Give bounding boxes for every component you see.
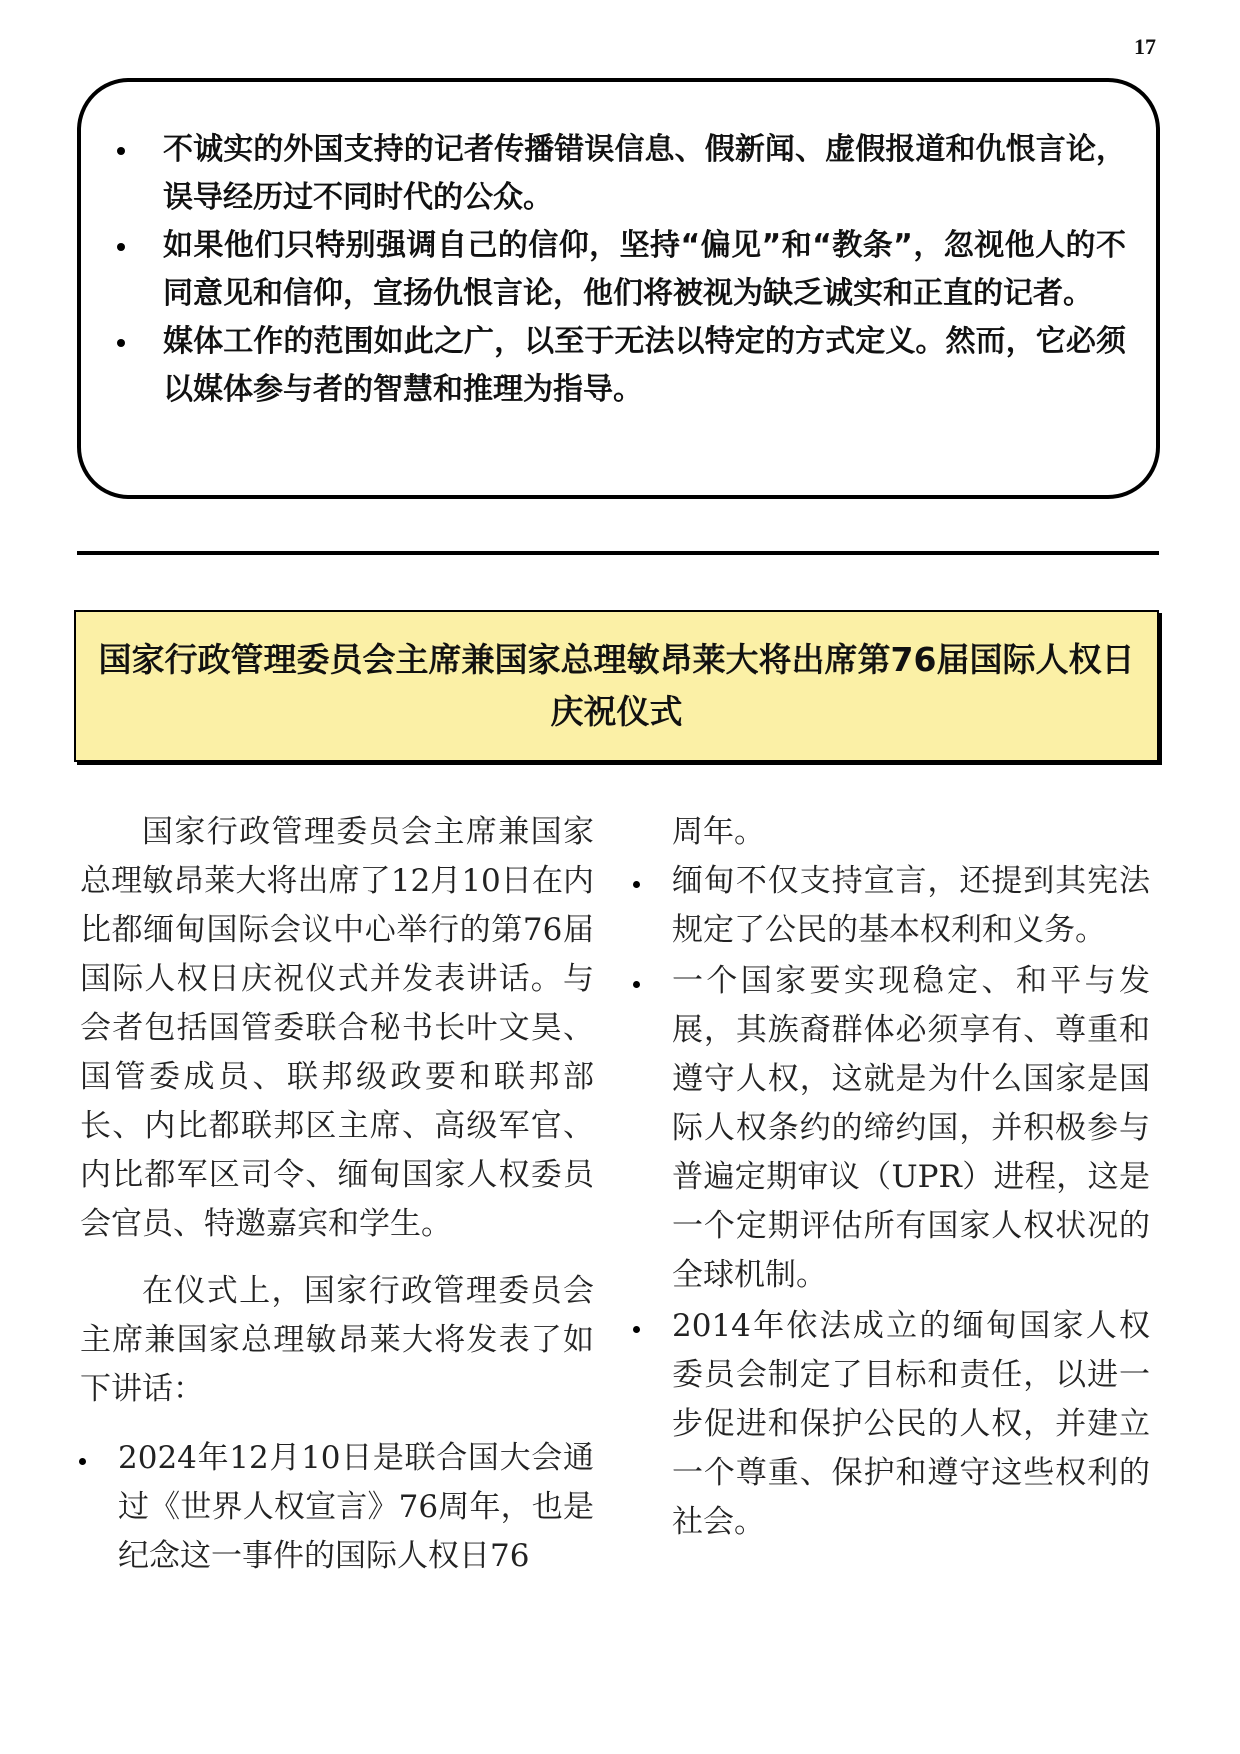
summary-bullet-box: [77, 78, 1160, 499]
article-column-left: [80, 808, 594, 1581]
speech-bullet-item: 2024年12月10日是联合国大会通过《世界人权宣言》76周年，也是纪念这一事件的国际人权日76: [80, 1434, 594, 1581]
speech-bullet-item: 一个国家要实现稳定、和平与发展，其族裔群体必须享有、尊重和遵守人权，这就是为什么国家是国际人权条约的缔约国，并积极参与普遍定期审议（UPR）进程，这是一个定期评估所有国家人权状况的全球机制。: [634, 957, 1150, 1300]
section-divider: [77, 551, 1159, 555]
summary-bullet-item: 如果他们只特别强调自己的信仰，坚持“偏见”和“教条”，忽视他人的不同意见和信仰，宣扬仇恨言论，他们将被视为缺乏诚实和正直的记者。: [139, 222, 1126, 318]
article-headline: 国家行政管理委员会主席兼国家总理敏昂莱大将出席第76届国际人权日庆祝仪式: [98, 640, 1135, 731]
speech-bullet-list: [634, 857, 1150, 1547]
speech-bullet-item: 2014年依法成立的缅甸国家人权委员会制定了目标和责任，以进一步促进和保护公民的人权，并建立一个尊重、保护和遵守这些权利的社会。: [634, 1302, 1150, 1547]
article-paragraph: 国家行政管理委员会主席兼国家总理敏昂莱大将出席了12月10日在内比都缅甸国际会议中心举行的第76届国际人权日庆祝仪式并发表讲话。与会者包括国管委联合秘书长叶文昊、国管委成员、联邦级政要和联邦部长、内比都联邦区主席、高级军官、内比都军区司令、缅甸国家人权委员会官员、特邀嘉宾和学生。: [80, 814, 594, 1242]
page-number: 17: [1134, 34, 1156, 59]
article-paragraph: 在仪式上，国家行政管理委员会主席兼国家总理敏昂莱大将发表了如下讲话：: [80, 1273, 594, 1407]
headline-box: [74, 610, 1159, 762]
summary-bullet-item: 不诚实的外国支持的记者传播错误信息、假新闻、虚假报道和仇恨言论，误导经历过不同时代的公众。: [139, 126, 1126, 222]
speech-bullet-continuation: 周年。: [672, 814, 765, 850]
summary-bullet-item: 媒体工作的范围如此之广，以至于无法以特定的方式定义。然而，它必须以媒体参与者的智慧和推理为指导。: [139, 318, 1126, 414]
speech-bullet-list: [80, 1434, 594, 1581]
speech-bullet-item: 缅甸不仅支持宣言，还提到其宪法规定了公民的基本权利和义务。: [634, 857, 1150, 955]
summary-bullet-list: [139, 126, 1126, 414]
article-column-right: [634, 808, 1150, 1547]
